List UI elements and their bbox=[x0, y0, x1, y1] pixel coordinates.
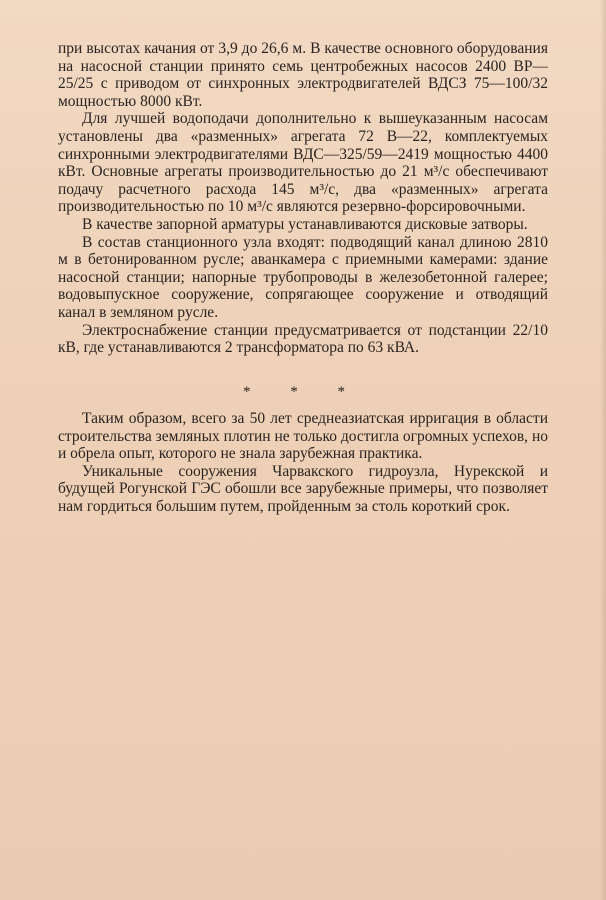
paragraph-5: Электроснабжение станции предусматривается от подстанции 22/10 кВ, где устанавливаются 2 трансформатора по 63 кВА. bbox=[58, 321, 548, 357]
paragraph-6: Таким образом, всего за 50 лет среднеазиатская ирригация в области строительства земляных плотин не только достигла огромных успехов, но и обрела опыт, которого не знала зарубежная практика. bbox=[58, 410, 548, 463]
page-edge-shadow bbox=[600, 0, 606, 900]
paragraph-1: при высотах качания от 3,9 до 26,6 м. В качестве основного оборудования на насосной станции принято семь центробежных насосов 2400 ВР—25/25 с приводом от синхронных электродвигателей ВДСЗ 75—100/32 мощностью 8000 кВт. bbox=[58, 40, 548, 110]
text-section-top bbox=[58, 40, 548, 357]
paragraph-7: Уникальные сооружения Чарвакского гидроузла, Нурекской и будущей Рогунской ГЭС обошли все зарубежные примеры, что позволяет нам гордиться большим путем, пройденным за столь короткий срок. bbox=[58, 462, 548, 515]
text-section-bottom bbox=[58, 410, 548, 516]
section-separator: * * * bbox=[243, 384, 363, 400]
paragraph-4: В состав станционного узла входят: подводящий канал длиною 2810 м в бетонированном русле; аванкамера с приемными камерами: здание насосной станции; напорные трубопроводы в железобетонной галерее; водовыпускное сооружение, сопрягающее сооружение и отводящий канал в земляном русле. bbox=[58, 233, 548, 321]
paragraph-2: Для лучшей водоподачи дополнительно к вышеуказанным насосам установлены два «разменных» агрегата 72 В—22, комплектуемых синхронными электродвигателями ВДС—325/59—2419 мощностью 4400 кВт. Основные агрегаты производительностью до 21 м³/с обеспечивают подачу расчетного расхода 145 м³/с, два «разменных» агрегата производительностью по 10 м³/с являются резервно-форсировочными. bbox=[58, 110, 548, 216]
paragraph-3: В качестве запорной арматуры устанавливаются дисковые затворы. bbox=[82, 215, 528, 233]
